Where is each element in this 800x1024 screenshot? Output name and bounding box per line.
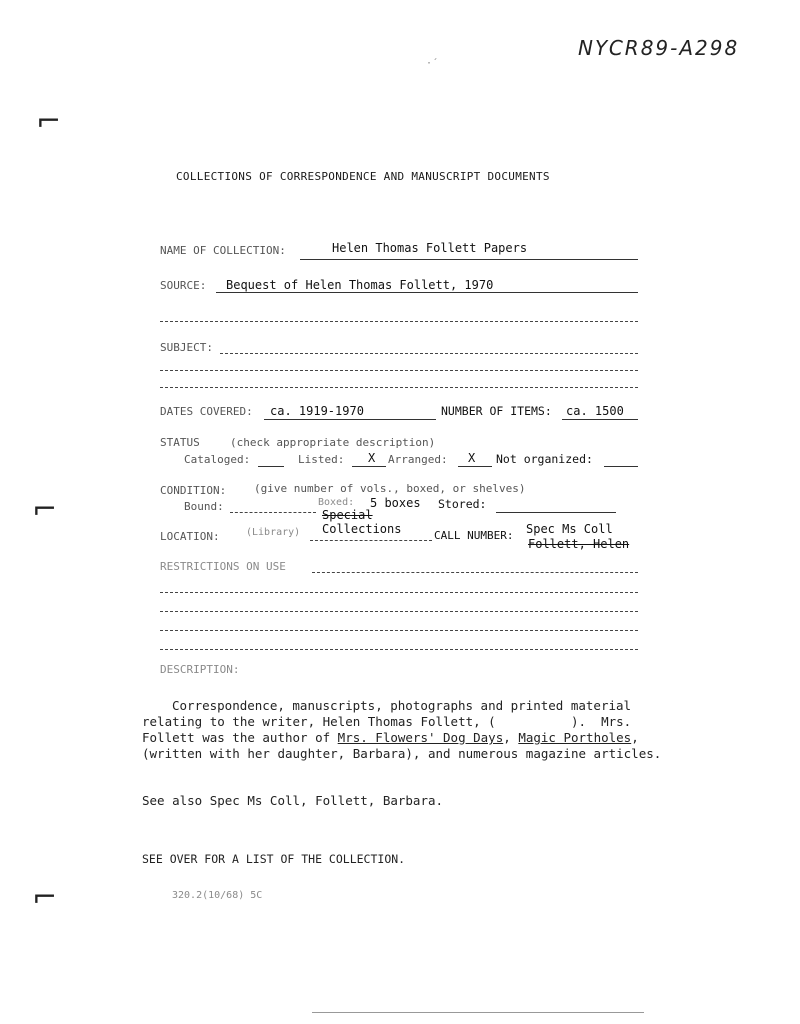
stored-label: Stored: [438, 497, 487, 511]
restrictions-line-1 [312, 572, 638, 573]
bound-line [230, 512, 316, 513]
not-organized-label: Not organized: [496, 452, 593, 466]
book-title-magic-portholes: Magic Portholes [518, 730, 632, 745]
condition-label: CONDITION: [160, 484, 227, 497]
dates-value: ca. 1919-1970 [270, 404, 364, 418]
scan-mark: ·´ [426, 58, 439, 69]
name-label: NAME OF COLLECTION: [160, 244, 286, 257]
restrictions-line-5 [160, 649, 638, 650]
restrictions-line-2 [160, 592, 638, 593]
location-value-1: Special [322, 508, 373, 522]
description-label: DESCRIPTION: [160, 663, 240, 676]
subject-line-2 [160, 370, 638, 371]
not-organized-line [604, 466, 638, 467]
boxed-value: 5 boxes [370, 496, 421, 510]
see-over-note: SEE OVER FOR A LIST OF THE COLLECTION. [142, 852, 406, 866]
listed-line [352, 466, 386, 467]
description-line-3 [142, 730, 639, 745]
source-extra-line [160, 321, 638, 322]
arranged-label: Arranged: [388, 453, 448, 466]
dates-line [264, 419, 436, 420]
items-line [562, 419, 638, 420]
status-hint: (check appropriate description) [230, 436, 436, 449]
location-label: LOCATION: [160, 530, 220, 543]
listed-label: Listed: [298, 453, 345, 466]
name-value: Helen Thomas Follett Papers [332, 241, 528, 255]
book-title-dog-days: Mrs. Flowers' Dog Days [337, 730, 504, 745]
condition-hint: (give number of vols., boxed, or shelves) [254, 482, 526, 495]
location-value-2: Collections [322, 522, 402, 536]
cataloged-line [258, 466, 284, 467]
description-line-4: (written with her daughter, Barbara), and numerous magazine articles. [142, 746, 662, 761]
cataloged-label: Cataloged: [184, 453, 251, 466]
arranged-mark: X [468, 451, 476, 465]
accession-number: NYCR89-A298 [578, 36, 740, 60]
source-line [216, 292, 638, 293]
dates-label: DATES COVERED: [160, 405, 253, 418]
source-value: Bequest of Helen Thomas Follett, 1970 [226, 278, 494, 292]
location-hint: (Library) [246, 527, 301, 538]
form-code: 320.2(10/68) 5C [172, 890, 263, 901]
name-line [300, 259, 638, 260]
bottom-rule [312, 1012, 644, 1013]
description-line-3-end: , [631, 730, 639, 745]
subject-line-1 [220, 353, 638, 354]
items-value: ca. 1500 [566, 404, 624, 418]
description-line-3-text: Follett was the author of [142, 730, 338, 745]
call-value-1: Spec Ms Coll [526, 522, 613, 536]
call-label: CALL NUMBER: [434, 529, 514, 542]
source-label: SOURCE: [160, 279, 207, 292]
restrictions-line-4 [160, 630, 638, 631]
items-label: NUMBER OF ITEMS: [441, 404, 552, 418]
listed-mark: X [368, 451, 376, 465]
see-also-note: See also Spec Ms Coll, Follett, Barbara. [142, 793, 444, 808]
boxed-label: Boxed: [318, 497, 355, 508]
call-value-2: Follett, Helen [528, 537, 630, 551]
stored-line [496, 512, 616, 513]
description-line-1: Correspondence, manuscripts, photographs and printed material [172, 698, 632, 713]
form-header: COLLECTIONS OF CORRESPONDENCE AND MANUSCRIPT DOCUMENTS [176, 170, 550, 183]
restrictions-label: RESTRICTIONS ON USE [160, 560, 286, 573]
subject-label: SUBJECT: [160, 341, 213, 354]
punch-mark-bottom: ⌐ [32, 880, 58, 915]
subject-line-3 [160, 387, 638, 388]
bound-label: Bound: [184, 500, 224, 513]
arranged-line [458, 466, 492, 467]
description-line-2: relating to the writer, Helen Thomas Follett, ( ). Mrs. [142, 714, 632, 729]
location-line [310, 540, 432, 541]
description-line-3-sep: , [503, 730, 519, 745]
status-label: STATUS [160, 436, 200, 449]
punch-mark-middle: ⌐ [32, 492, 58, 527]
restrictions-line-3 [160, 611, 638, 612]
punch-mark-top: ⌐ [36, 104, 62, 139]
